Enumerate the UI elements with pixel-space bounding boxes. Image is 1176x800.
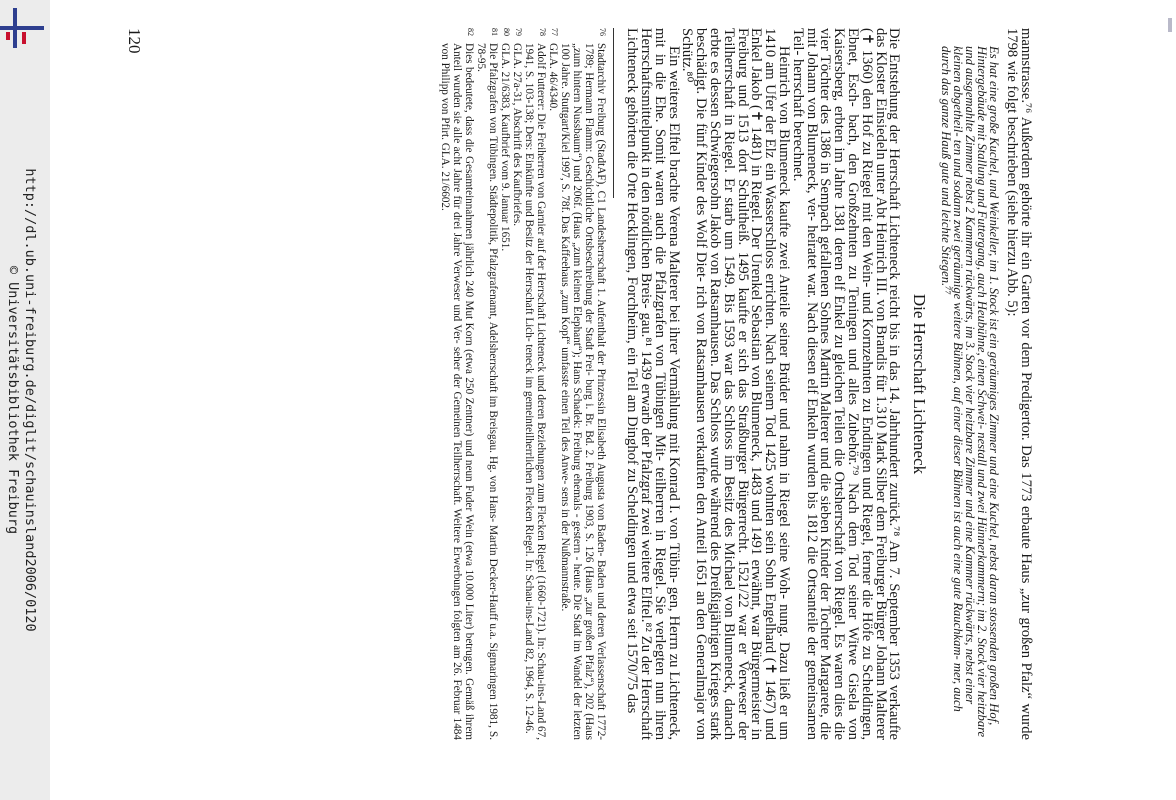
paragraph-1: Die Entstehung der Herrschaft Lichteneck reicht bis in das 14. Jahrhundert zurück.⁷⁸ Am 7. September 1353 verkaufte das Kloster Einsiedeln unter Abt Heinrich III. von Brandis für 1.310 Mark Silber dem Freiburger Bürger Johann Malterer (✝ 1360) den Hof zu Riegel mit den Wein- und Kornzehnten zu Endingen und Riegel, ferner die Höfe zu Scheldingen, Ebnet, Esch- bach, den Großzehnten zu Teningen und alles Zubehör.⁷⁹ Nach dem Tod seiner Witwe Gisela von Kaisersberg, erbten im Jahre 1381 deren elf Enkel zu gleichen Teilen die Ortsherrschaft von Riegel. Es waren dies die vier Töchter des 1386 in Sempach gefallenen Sohnes Martin Malterer und die sieben Kinder der Tochter Margarete, die mit Johann von Blumeneck, ver- heiratet war. Nach diesen elf Enkeln wurden bis 1812 die Ortsanteile der gemeinsamen Teil- herrschaft berechnet. [789, 28, 903, 741]
footnote: 76 Stadtarchiv Freiburg (StadtAF), C1 Landesherrschaft 1. Aufenthalt der Prinzessin Elisabeth Augusta von Baden- Baden und deren Verlassenschaft 1772-1789; Hermann Flamm: Geschichtliche Ortsbeschreibung der Stadt Frei- burg i. Br. Bd. 2. Freiburg 1903, S. 126 (Haus „zur großen Pfalz“), 202 (Haus „zum hintern Nussbaum“) und 206f. (Haus „zum kleinen Elephant“); Hans Schadek: Freiburg ehemals - gestern - heute. Die Stadt im Wandel der letzten 100 Jahre. Stuttgart/Kiel 1997, S. 78f. Das Kaffeehaus „zum Kopf“ umfasste einen Teil des Anwe- sens in der Nußmannstraße. [559, 28, 608, 741]
section-heading: Die Herrschaft Lichteneck [910, 293, 930, 475]
intro-paragraph: mannstrasse.⁷⁶ Außerdem gehörte ihr ein Garten vor dem Predigertor. Das 1773 erbaute Haus „zur großen Pfalz“ wurde 1798 wie folgt beschrieben (siehe hierzu Abb. 5): [1004, 28, 1034, 741]
rotated-page-content [110, 0, 1110, 800]
copyright-text: © Universitätsbibliothek Freiburg [5, 265, 21, 535]
source-url-link[interactable]: http://dl.ub.uni-freiburg.de/diglit/schauinsland2006/0120 [22, 168, 38, 632]
paragraph-2: Heinrich von Blumeneck kaufte zwei Anteile seiner Brüder und nahm in Riegel seine Woh- nung. Dazu ließ er um 1410 am Ufer der Elz ein Wasserschloss errichten. Nach seinem Tod 1425 wohnten sein Sohn Engelhard (✝ 1467) und Enkel Jakob (✝ 1481) in Riegel. Der Urenkel Sebastian von Blumeneck, 1483 und 1491 erwähnt, war Bürgermeister in Freiburg und 1513 dort Schultheiß. 1495 kaufte er sich das Straßburger Bürgerrecht. 1521/22 war er Verweser der Teilherrschaft in Riegel. Er starb um 1549. Bis 1593 war das Schloss im Besitz des Michael von Blumeneck, danach erbte es dessen Schwiegersohn Jakob von Ratsamhausen. Das Schloss wurde während des Dreißigjährigen Krieges stark beschädigt. Die fünf Kinder des Wolf Diet- rich von Ratsamhausen verkauften den Anteil 1651 an den Generalmajor von Schütz.⁸⁰ [679, 28, 793, 741]
edge-marker [1168, 18, 1172, 32]
footnote: 78 Adolf Futterer: Die Freiherren von Garnier auf der Herrschaft Lichteneck und deren Beziehungen zum Flecken Riegel (1660-1721). In: Schau-ins-Land 67, 1941, S. 103-138; Ders: Einkünfte und Besitz der Herrschaft Lich- teneck im gemeinteilherrlichen Flecken Riegel. In: Schau-ins-Land 82, 1964, S. 12-46. [523, 28, 548, 740]
footnote: 82 Dies bedeutete, dass die Gesamteinnahmen jährlich 240 Mut Korn (etwa 250 Zentner) und neun Fuder Wein (etwa 10.000 Liter) betrugen. Gemäß ihrem Anteil wurden sie alle acht Jahre für drei Jahre Verweser und Ver- seher der Gemeinen Teilherrschaft. Weitere Erwerbungen folgten am 26. Februar 1484 von Philipp von Pfirt. GLA. 21/6602. [439, 28, 476, 740]
text-column [439, 28, 1032, 740]
block-quote: Es hat eine große Kuchel, und Weinkeller, im 1. Stock ist ein geräumiges Zimmer und eine Kuchel, nebst daran stossenden großen Hof, Hintergebäude mit Stallung und Futtergang, auch Heubühne, einen Schwei- nestall und zwei Hünnerkammern; im 2. Stock vier heitzbare und ausgemahlte Zimmer nebst 2 Kammern rückwärts, im 3. Stock vier heitzbare Zimmer und eine Kammer rückwärts, nebst einer kleinen abgetheil- ten und sodann zwei geräumige weitere Bühnen, auf einer dieser Bühnen ist auch eine gute Rauchkam- mer, auch durch das ganze Hauß gute und leichte Stiegen.⁷⁷ [939, 46, 1002, 738]
viewer-sidebar [0, 0, 50, 800]
footnote: 81 Die Pfalzgrafen von Tübingen. Städtepolitik, Pfalzgrafenamt, Adelsherrschaft im Breisgau. Hg. von Hans- Martin Decker-Hauff u.a. Sigmaringen 1981, S. 78-95. [475, 28, 500, 741]
footnote: 80 GLA. 21/6383, Kaufbrief vom 9. Januar 1651. [499, 28, 512, 252]
footnote-rule [613, 28, 614, 198]
paragraph-3: Ein weiteres Elftel brachte Verena Malterer bei ihrer Vermählung mit Konrad I. von Tübin- gen, Herrn zu Lichteneck, mit in die Ehe. Somit waren auch die Pfalzgrafen von Tübingen Mit- teilherren in Riegel. Sie verlegten nun ihren Herrschaftsmittelpunkt in den nördlichen Breis- gau.⁸¹ 1439 erwarb der Pfalzgraf zwei weitere Elftel.⁸² Zu der Herrschaft Lichteneck gehörten die Orte Hecklingen, Forchheim, ein Teil am Dinghof zu Scheldingen und etwa seit 1570/75 das [624, 28, 682, 741]
university-logo-icon [0, 6, 44, 50]
sidebar-source-text [5, 168, 38, 632]
footnote: 79 GLA. 27a-31, Abschrift des Kaufbriefes. [511, 28, 524, 226]
footnotes [439, 28, 607, 740]
scanned-page [110, 0, 1110, 800]
page-number: 120 [125, 28, 144, 54]
footnote: 77 GLA. 46/4340. [547, 28, 560, 112]
